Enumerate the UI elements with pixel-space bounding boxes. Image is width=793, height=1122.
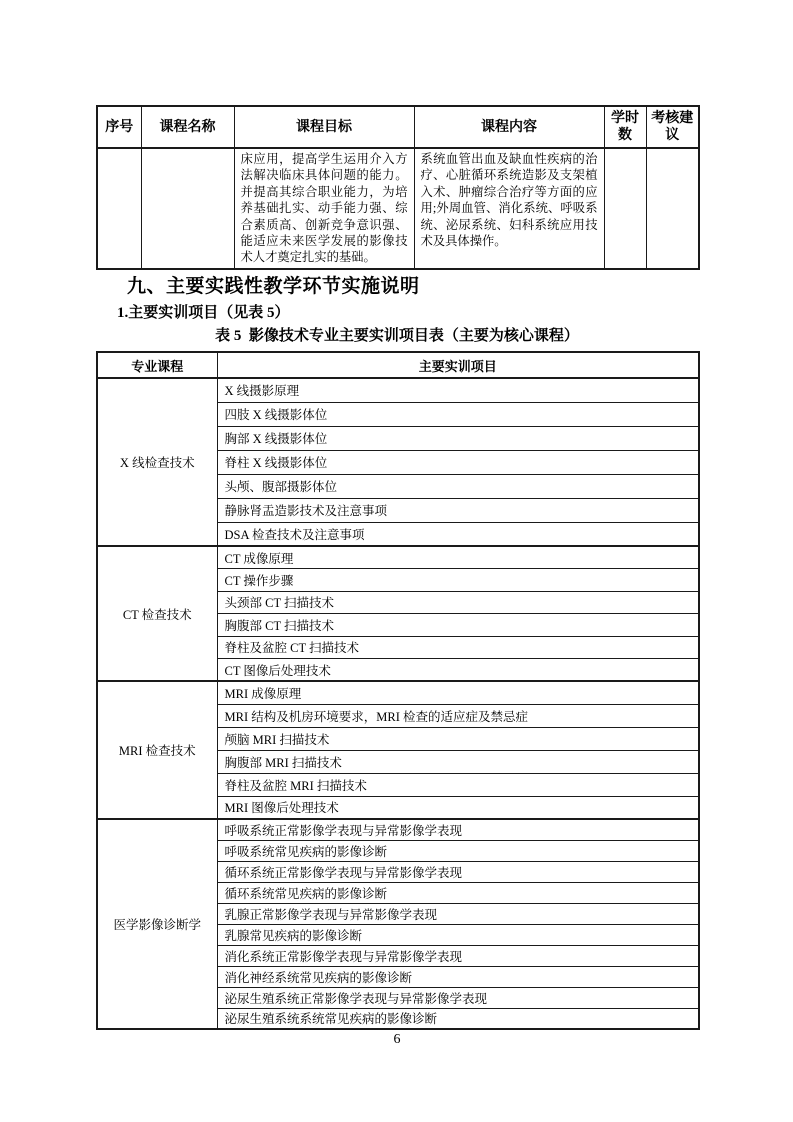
training-item: 呼吸系统常见疾病的影像诊断 <box>217 840 699 861</box>
course-table <box>96 105 700 270</box>
course-table-body-row <box>97 148 699 269</box>
training-table-header-row <box>97 352 699 378</box>
cell-course-goal: 床应用，提高学生运用介入方法解决临床具体问题的能力。并提高其综合职业能力，为培养基础扎实、动手能力强、综合素质高、创新竞争意识强、能适应未来医学发展的影像技术人才奠定扎实的基础。 <box>234 148 414 269</box>
training-item: 头颅、腹部摄影体位 <box>217 474 699 498</box>
training-item: 呼吸系统正常影像学表现与异常影像学表现 <box>217 819 699 840</box>
course-cell: 医学影像诊断学 <box>97 819 217 1029</box>
training-item: X 线摄影原理 <box>217 378 699 402</box>
course-table-header-4: 学时数 <box>604 106 646 148</box>
training-item: 乳腺正常影像学表现与异常影像学表现 <box>217 903 699 924</box>
course-table-header-0: 序号 <box>97 106 141 148</box>
training-table <box>96 351 700 1030</box>
training-item: 循环系统常见疾病的影像诊断 <box>217 882 699 903</box>
training-item: 胸腹部 CT 扫描技术 <box>217 614 699 637</box>
training-row <box>97 378 699 402</box>
course-table-header-1: 课程名称 <box>141 106 234 148</box>
training-item: MRI 图像后处理技术 <box>217 796 699 819</box>
training-item: 颅脑 MRI 扫描技术 <box>217 727 699 750</box>
training-item: 泌尿生殖系统系统常见疾病的影像诊断 <box>217 1008 699 1029</box>
training-row <box>97 681 699 704</box>
training-item: 四肢 X 线摄影体位 <box>217 402 699 426</box>
training-item: 头颈部 CT 扫描技术 <box>217 591 699 614</box>
training-item: 乳腺常见疾病的影像诊断 <box>217 924 699 945</box>
training-item: 胸腹部 MRI 扫描技术 <box>217 750 699 773</box>
training-item: 静脉肾盂造影技术及注意事项 <box>217 498 699 522</box>
page-number: 6 <box>393 1032 401 1047</box>
course-cell: CT 检查技术 <box>97 546 217 681</box>
training-table-header-1: 主要实训项目 <box>217 352 699 378</box>
training-row <box>97 819 699 840</box>
training-table-header-0: 专业课程 <box>97 352 217 378</box>
training-item: 消化系统正常影像学表现与异常影像学表现 <box>217 945 699 966</box>
course-table-header-3: 课程内容 <box>414 106 604 148</box>
training-item: 胸部 X 线摄影体位 <box>217 426 699 450</box>
course-table-header-5: 考核建议 <box>646 106 699 148</box>
training-item: 循环系统正常影像学表现与异常影像学表现 <box>217 861 699 882</box>
course-table-header-2: 课程目标 <box>234 106 414 148</box>
training-item: MRI 结构及机房环境要求，MRI 检查的适应症及禁忌症 <box>217 704 699 727</box>
training-item: 脊柱及盆腔 MRI 扫描技术 <box>217 773 699 796</box>
training-item: 泌尿生殖系统正常影像学表现与异常影像学表现 <box>217 987 699 1008</box>
course-cell: MRI 检查技术 <box>97 681 217 819</box>
sub-heading: 1.主要实训项目（见表 5） <box>117 305 290 321</box>
table5-caption: 表 5 影像技术专业主要实训项目表（主要为核心课程） <box>215 328 579 344</box>
training-row <box>97 546 699 569</box>
course-table-header-row <box>97 106 699 148</box>
cell-course-content: 系统血管出血及缺血性疾病的治疗、心脏循环系统造影及支架植入术、肿瘤综合治疗等方面的应用;外周血管、消化系统、呼吸系统、泌尿系统、妇科系统应用技术及具体操作。 <box>414 148 604 269</box>
training-item: MRI 成像原理 <box>217 681 699 704</box>
cell-hours <box>604 148 646 269</box>
training-item: CT 图像后处理技术 <box>217 659 699 682</box>
training-item: CT 成像原理 <box>217 546 699 569</box>
section-heading: 九、主要实践性教学环节实施说明 <box>127 276 420 297</box>
training-item: DSA 检查技术及注意事项 <box>217 522 699 546</box>
cell-seq <box>97 148 141 269</box>
course-cell: X 线检查技术 <box>97 378 217 546</box>
training-item: 消化神经系统常见疾病的影像诊断 <box>217 966 699 987</box>
training-item: 脊柱 X 线摄影体位 <box>217 450 699 474</box>
training-item: CT 操作步骤 <box>217 569 699 592</box>
cell-assessment <box>646 148 699 269</box>
cell-course-name <box>141 148 234 269</box>
training-item: 脊柱及盆腔 CT 扫描技术 <box>217 636 699 659</box>
